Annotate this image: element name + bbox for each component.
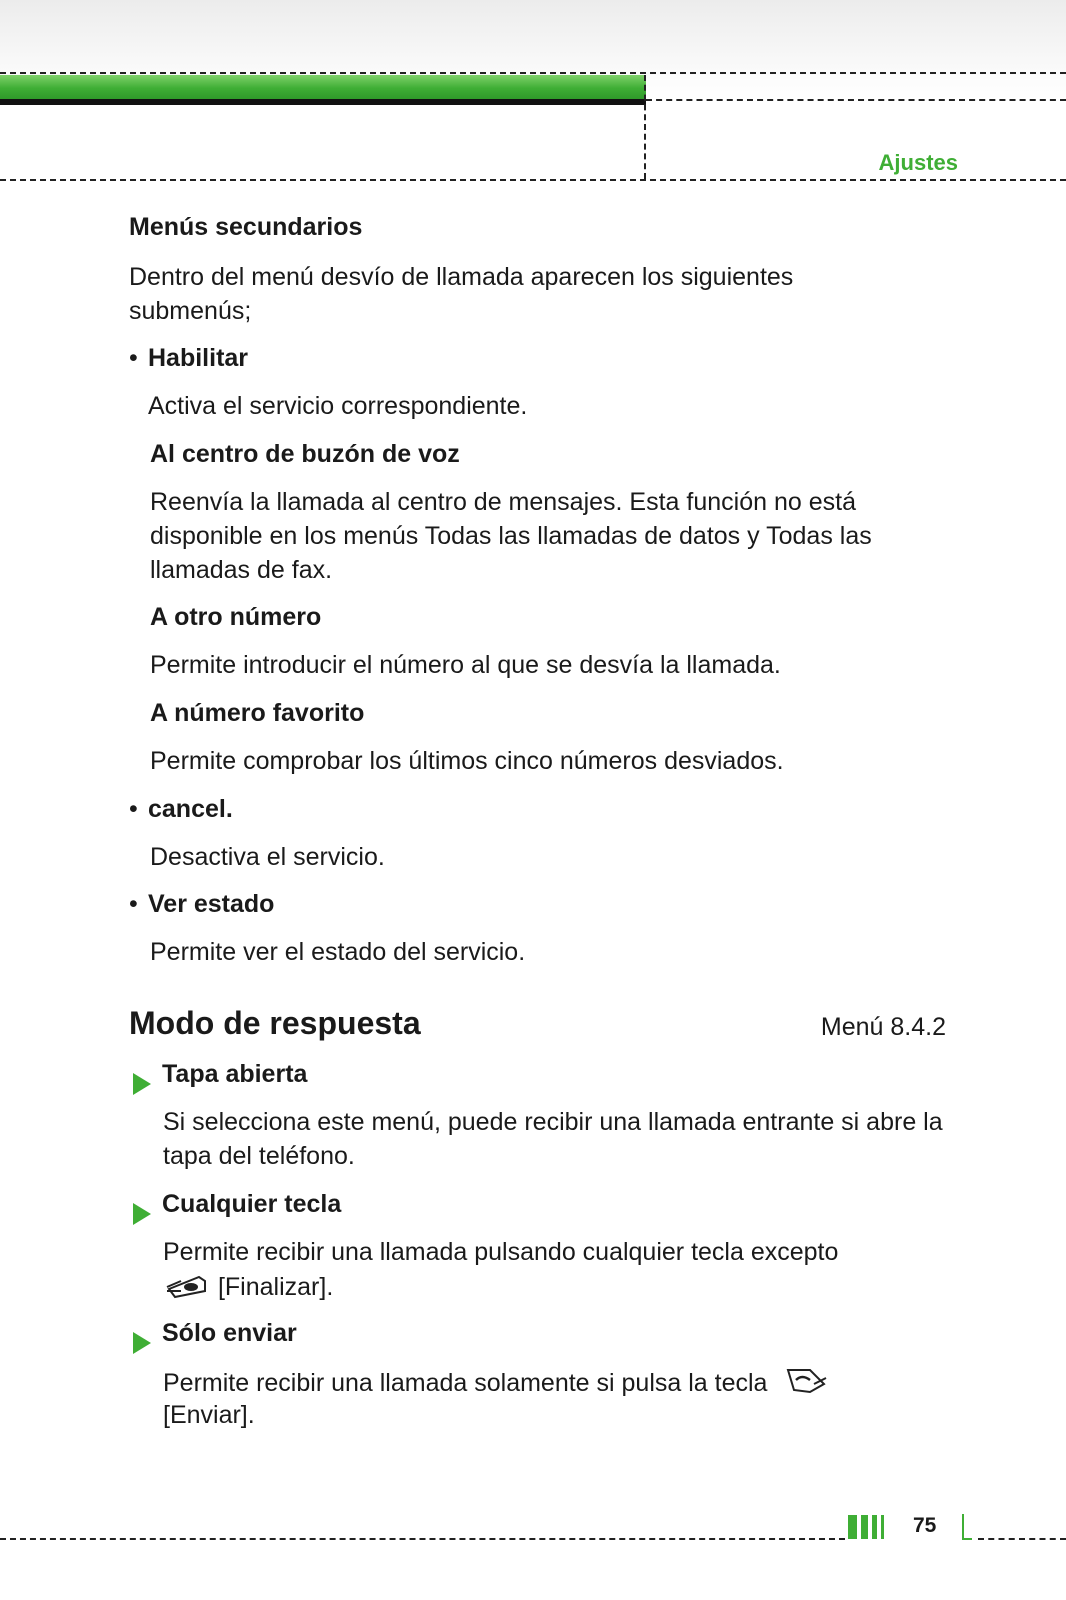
item-desc-open-flip: Si selecciona este menú, puede recibir una llamada entrante si abre la tapa del teléfono.: [163, 1108, 943, 1170]
item-desc-any-key-line2: [163, 1269, 333, 1308]
submenus-intro: Dentro del menú desvío de llamada aparecen los siguientes submenús;: [129, 263, 794, 325]
arrow-icon: [133, 1332, 151, 1354]
end-call-key-label: [Finalizar].: [217, 1273, 334, 1302]
item-title-open-flip: Tapa abierta: [162, 1060, 308, 1088]
page-number: 75: [913, 1514, 937, 1537]
ver-estado-label: Ver estado: [148, 890, 275, 918]
menu-reference: Menú 8.4.2: [820, 1013, 946, 1041]
option-desc-voicemail: Reenvía la llamada al centro de mensajes. Esta función no está disponible en los menús Todas las llamadas de datos y Todas las llamadas de fax.: [150, 488, 872, 584]
page-marker-bars: [848, 1515, 884, 1539]
item-desc-any-key: Permite recibir una llamada pulsando cualquier tecla excepto: [163, 1238, 839, 1266]
end-call-key-icon: [163, 1269, 211, 1308]
cancel-desc: Desactiva el servicio.: [150, 843, 385, 871]
habilitar-desc: Activa el servicio correspondiente.: [148, 392, 528, 420]
page-tick: [962, 1514, 972, 1540]
option-desc-favorite-number: Permite comprobar los últimos cinco números desviados.: [150, 747, 784, 775]
bullet-habilitar: •: [129, 344, 138, 372]
item-title-send-only: Sólo enviar: [162, 1319, 297, 1347]
habilitar-label: Habilitar: [148, 344, 249, 372]
option-title-voicemail: Al centro de buzón de voz: [150, 440, 460, 468]
footer-dashed-line-right: [978, 1538, 1066, 1540]
send-key-icon: [784, 1364, 830, 1405]
item-title-any-key: Cualquier tecla: [162, 1190, 342, 1218]
header-mid-dashed-line: [646, 99, 1066, 101]
header-bottom-dashed-line: [0, 179, 1066, 181]
submenus-heading: Menús secundarios: [129, 213, 363, 241]
send-only-desc-text: Permite recibir una llamada solamente si pulsa la tecla: [163, 1369, 768, 1398]
header-green-bar: [0, 75, 646, 105]
send-key-label: [Enviar].: [163, 1401, 255, 1429]
option-title-other-number: A otro número: [150, 603, 322, 631]
ver-estado-desc: Permite ver el estado del servicio.: [150, 938, 526, 966]
header-vertical-divider: [644, 75, 646, 179]
option-title-favorite-number: A número favorito: [150, 699, 365, 727]
arrow-icon: [133, 1203, 151, 1225]
arrow-icon: [133, 1073, 151, 1095]
section-label: Ajustes: [878, 150, 958, 175]
answer-mode-title: Modo de respuesta: [129, 1005, 421, 1041]
bullet-cancel: •: [129, 795, 138, 823]
footer-dashed-line: [0, 1538, 845, 1540]
bullet-ver-estado: •: [129, 890, 138, 918]
header-top-dashed-line: [0, 72, 1066, 74]
cancel-label: cancel.: [148, 795, 233, 823]
item-desc-send-only: [163, 1364, 830, 1405]
option-desc-other-number: Permite introducir el número al que se desvía la llamada.: [150, 651, 781, 679]
